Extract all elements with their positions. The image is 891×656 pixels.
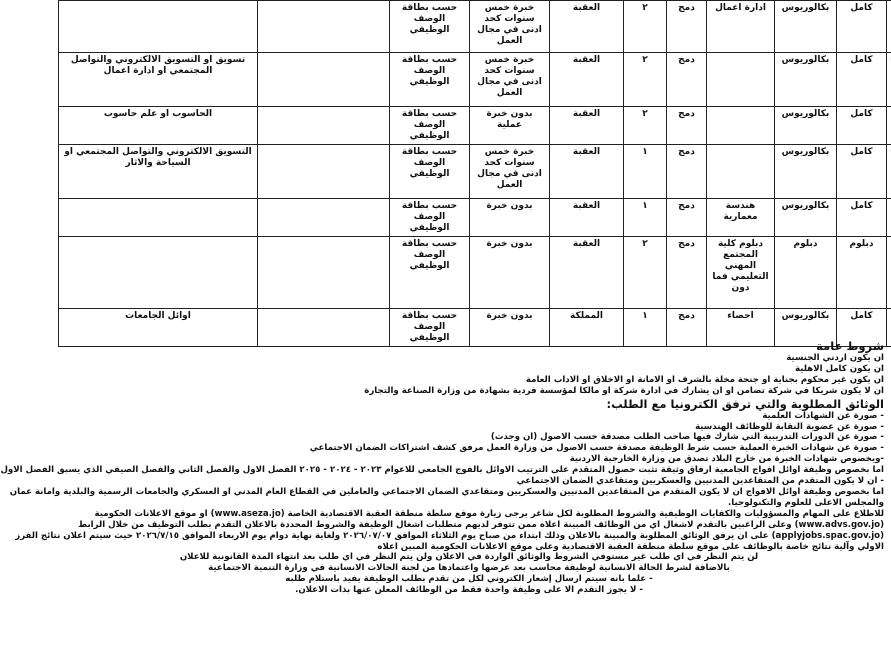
cell-priority: التسويق الالكتروني والتواصل المجتمعي او السياحة والاثار bbox=[59, 145, 258, 199]
cell-priority: تسويق او التسويق الالكتروني والتواصل المجتمعي او ادارة اعمال bbox=[59, 53, 258, 107]
cell-experience: بدون خبرة bbox=[470, 309, 550, 347]
cell-type: دبلوم bbox=[837, 237, 887, 309]
closing-note: بالاضافة لشرط الحالة الانسانية لوظيفة محاسب بعد عرضها واعتمادها من لجنة الحالات الانسانية في وزارة التنمية الاجتماعية bbox=[208, 563, 730, 574]
condition-item: ان يكون كامل الاهلية bbox=[795, 363, 884, 374]
cell-duties: حسب بطاقة الوصف الوظيفي bbox=[390, 145, 470, 199]
cell-title bbox=[887, 309, 891, 347]
cell-title bbox=[887, 145, 891, 199]
conditions-heading: شروط عامة bbox=[816, 339, 884, 353]
cell-experience: خبرة خمس سنوات كحد ادنى في مجال العمل bbox=[470, 145, 550, 199]
conditions-list bbox=[54, 353, 884, 397]
cell-experience: بدون خبرة bbox=[470, 199, 550, 237]
cell-merge: دمج bbox=[667, 145, 707, 199]
cell-location: العقبة bbox=[550, 107, 624, 145]
cell-major bbox=[707, 53, 775, 107]
cell-location: العقبة bbox=[550, 237, 624, 309]
documents-list bbox=[0, 410, 884, 553]
cell-duties: حسب بطاقة الوصف الوظيفي bbox=[390, 107, 470, 145]
cell-major: هندسة معمارية bbox=[707, 199, 775, 237]
cell-type: كامل bbox=[837, 107, 887, 145]
cell-count: ١ bbox=[624, 145, 667, 199]
cell-count: ٢ bbox=[624, 237, 667, 309]
cell-location: العقبة bbox=[550, 1, 624, 53]
document-item: - ان لا يكون المتقدم من المتقاعدين المدنيين والعسكريين ومتقاعدي الضمان الاجتماعي bbox=[516, 476, 884, 487]
cell-title bbox=[887, 199, 891, 237]
table-row bbox=[59, 199, 891, 237]
cell-experience: خبرة خمس سنوات كحد ادنى في مجال العمل bbox=[470, 53, 550, 107]
cell-degree: بكالوريوس bbox=[775, 309, 837, 347]
cell-duties: حسب بطاقة الوصف الوظيفي bbox=[390, 1, 470, 53]
cell-experience: بدون خبرة عملية bbox=[470, 107, 550, 145]
cell-duties: حسب بطاقة الوصف الوظيفي bbox=[390, 53, 470, 107]
cell-major: دبلوم كلية المجتمع المهني التعليمي فما دون bbox=[707, 237, 775, 309]
document-item: للاطلاع على المهام والمسؤوليات والكفايات الوظيفية والشروط المطلوبة لكل شاغر يرجى زيارة موقع سلطة منطقة العقبة الاقتصادية الخاصة (www.aseza.jo) او موقع الاعلانات الحكومية bbox=[94, 508, 884, 519]
cell-type: كامل bbox=[837, 1, 887, 53]
document-item: - صورة عن عضوية النقابة للوظائف الهندسية bbox=[695, 421, 884, 432]
cell-count: ٢ bbox=[624, 53, 667, 107]
cell-type: كامل bbox=[837, 53, 887, 107]
document-item: - صورة عن شهادات الخبرة العملية حسب شرط الوظيفة مصدقة حسب الاصول من وزارة العمل مرفق كشف اشتراكات الضمان الاجتماعي bbox=[309, 443, 884, 454]
cell-merge: دمج bbox=[667, 237, 707, 309]
cell-priority: اوائل الجامعات bbox=[59, 309, 258, 347]
cell-degree: دبلوم bbox=[775, 237, 837, 309]
cell-empty bbox=[258, 53, 390, 107]
cell-duties: حسب بطاقة الوصف الوظيفي bbox=[390, 199, 470, 237]
cell-merge: دمج bbox=[667, 1, 707, 53]
table-row bbox=[59, 1, 891, 53]
cell-empty bbox=[258, 1, 390, 53]
condition-item: ان لا يكون شريكا في شركة تضامن او ان يشارك في ادارة شركة او مالكا لمؤسسة فردية بشهادة من وزارة الصناعة والتجارة bbox=[364, 385, 884, 396]
cell-location: العقبة bbox=[550, 53, 624, 107]
cell-location: العقبة bbox=[550, 199, 624, 237]
table-row bbox=[59, 145, 891, 199]
cell-location: المملكة bbox=[550, 309, 624, 347]
cell-priority: الحاسوب او علم حاسوب bbox=[59, 107, 258, 145]
document-item: اما بخصوص وظيفة اوائل افواج الجامعية ارفاق وثيقة تثبت حصول المتقدم على الترتيب الاوائل بالفوج الجامعي للاعوام ٢٠٢٣ - ٢٠٢٤ - ٢٠٢٥ الفصل الاول والفصل الثاني والفصل الصيفي الذي يسبق الفصل الاول bbox=[0, 465, 884, 476]
cell-title bbox=[887, 237, 891, 309]
document-item: - صورة عن الدورات التدريبية التي شارك فيها صاحب الطلب مصدقة حسب الاصول (ان وجدت) bbox=[490, 432, 884, 443]
closing-notes bbox=[54, 552, 884, 596]
cell-type: كامل bbox=[837, 309, 887, 347]
document-item: والمجلس الاعلى للعلوم والتكنولوجيا. bbox=[727, 497, 884, 508]
cell-title bbox=[887, 107, 891, 145]
cell-type: كامل bbox=[837, 199, 887, 237]
cell-experience: بدون خبرة bbox=[470, 237, 550, 309]
jobs-table bbox=[58, 0, 891, 347]
cell-title bbox=[887, 53, 891, 107]
cell-major bbox=[707, 145, 775, 199]
document-item: (www.advs.gov.jo) وعلى الراغبين بالتقدم لاشغال اي من الوظائف المبينة اعلاه ممن تتوفر لديهم متطلبات اشغال الوظيفة والشروط المحددة بالاعلان التقدم بطلب التوظيف من خلال الرابط bbox=[78, 519, 884, 530]
cell-empty bbox=[258, 199, 390, 237]
document-item: الاولي وآلية نتائج خاصة بالوظائف على موقع سلطة منطقة العقبة الاقتصادية وعلى موقع الاعلانات الحكومية المبين اعلاه bbox=[377, 541, 884, 552]
cell-merge: دمج bbox=[667, 199, 707, 237]
notes-section bbox=[0, 339, 884, 596]
cell-empty bbox=[258, 237, 390, 309]
cell-degree: بكالوريوس bbox=[775, 53, 837, 107]
documents-heading: الوثائق المطلوبة والتي ترفق الكترونيا مع الطلب: bbox=[606, 396, 884, 411]
document-item: -ويخصوص شهادات الخبرة من خارج البلاد تصدق من وزارة الخارجية الاردنية bbox=[569, 454, 884, 465]
closing-note: - علما بانه سيتم ارسال إشعار الكتروني لكل من تقدم بطلب الوظيفة يفيد باستلام طلبه bbox=[285, 574, 653, 585]
cell-merge: دمج bbox=[667, 107, 707, 145]
cell-duties: حسب بطاقة الوصف الوظيفي bbox=[390, 309, 470, 347]
cell-type: كامل bbox=[837, 145, 887, 199]
cell-major: احصاء bbox=[707, 309, 775, 347]
closing-note: - لا يجوز التقدم الا على وظيفة واحدة فقط من الوظائف المعلن عنها بذات الاعلان. bbox=[295, 585, 643, 596]
cell-empty bbox=[258, 145, 390, 199]
cell-title bbox=[887, 1, 891, 53]
cell-priority bbox=[59, 1, 258, 53]
table-row bbox=[59, 107, 891, 145]
condition-item: ان يكون اردني الجنسية bbox=[786, 353, 884, 363]
table-row bbox=[59, 237, 891, 309]
cell-duties: حسب بطاقة الوصف الوظيفي bbox=[390, 237, 470, 309]
cell-empty bbox=[258, 107, 390, 145]
cell-major bbox=[707, 107, 775, 145]
table-row bbox=[59, 53, 891, 107]
cell-priority bbox=[59, 199, 258, 237]
cell-major: ادارة اعمال bbox=[707, 1, 775, 53]
cell-degree: بكالوريوس bbox=[775, 145, 837, 199]
cell-count: ١ bbox=[624, 199, 667, 237]
condition-item: ان يكون غير محكوم بجناية او جنحة مخلة بالشرف او الامانة او الاخلاق او الاداب العامة bbox=[525, 374, 884, 385]
cell-merge: دمج bbox=[667, 53, 707, 107]
cell-degree: بكالوريوس bbox=[775, 199, 837, 237]
document-item: (applyjobs.spac.gov.jo) على ان يرفق الوثائق المطلوبة والمبينة بالاعلان وذلك ابتداء من صباح يوم الثلاثاء الموافق ٢٠٢٦/٠٧/٠٧ ولغاية نهاية دوام يوم الاربعاء الموافق ٢٠٢٦/٧/١٥ حيث سيتم اعلان نتائج الفرز bbox=[15, 530, 884, 541]
cell-location: العقبة bbox=[550, 145, 624, 199]
closing-note: لن يتم النظر في اي طلب غير مستوفي الشروط والوثائق الواردة في الاعلان ولن يتم النظر في اي طلب بعد انتهاء المدة القانونية للاعلان bbox=[179, 552, 759, 563]
document-item: - صورة عن الشهادات العلمية bbox=[762, 410, 884, 421]
cell-count: ١ bbox=[624, 309, 667, 347]
cell-degree: بكالوريوس bbox=[775, 107, 837, 145]
cell-experience: خبرة خمس سنوات كحد ادنى في مجال العمل bbox=[470, 1, 550, 53]
cell-count: ٢ bbox=[624, 1, 667, 53]
jobs-table-body bbox=[59, 1, 891, 347]
cell-priority bbox=[59, 237, 258, 309]
document-item: اما بخصوص وظيفة اوائل الافواج ان لا يكون المتقدم من المتقاعدين المدنيين والعسكريين ومتقاعدي الضمان الاجتماعي والعاملين في القطاع العام المدني او العسكري والجامعات الرسمية والبلدية وامانة عمان bbox=[9, 486, 884, 497]
cell-degree: بكالوريوس bbox=[775, 1, 837, 53]
cell-merge: دمج bbox=[667, 309, 707, 347]
cell-count: ٢ bbox=[624, 107, 667, 145]
